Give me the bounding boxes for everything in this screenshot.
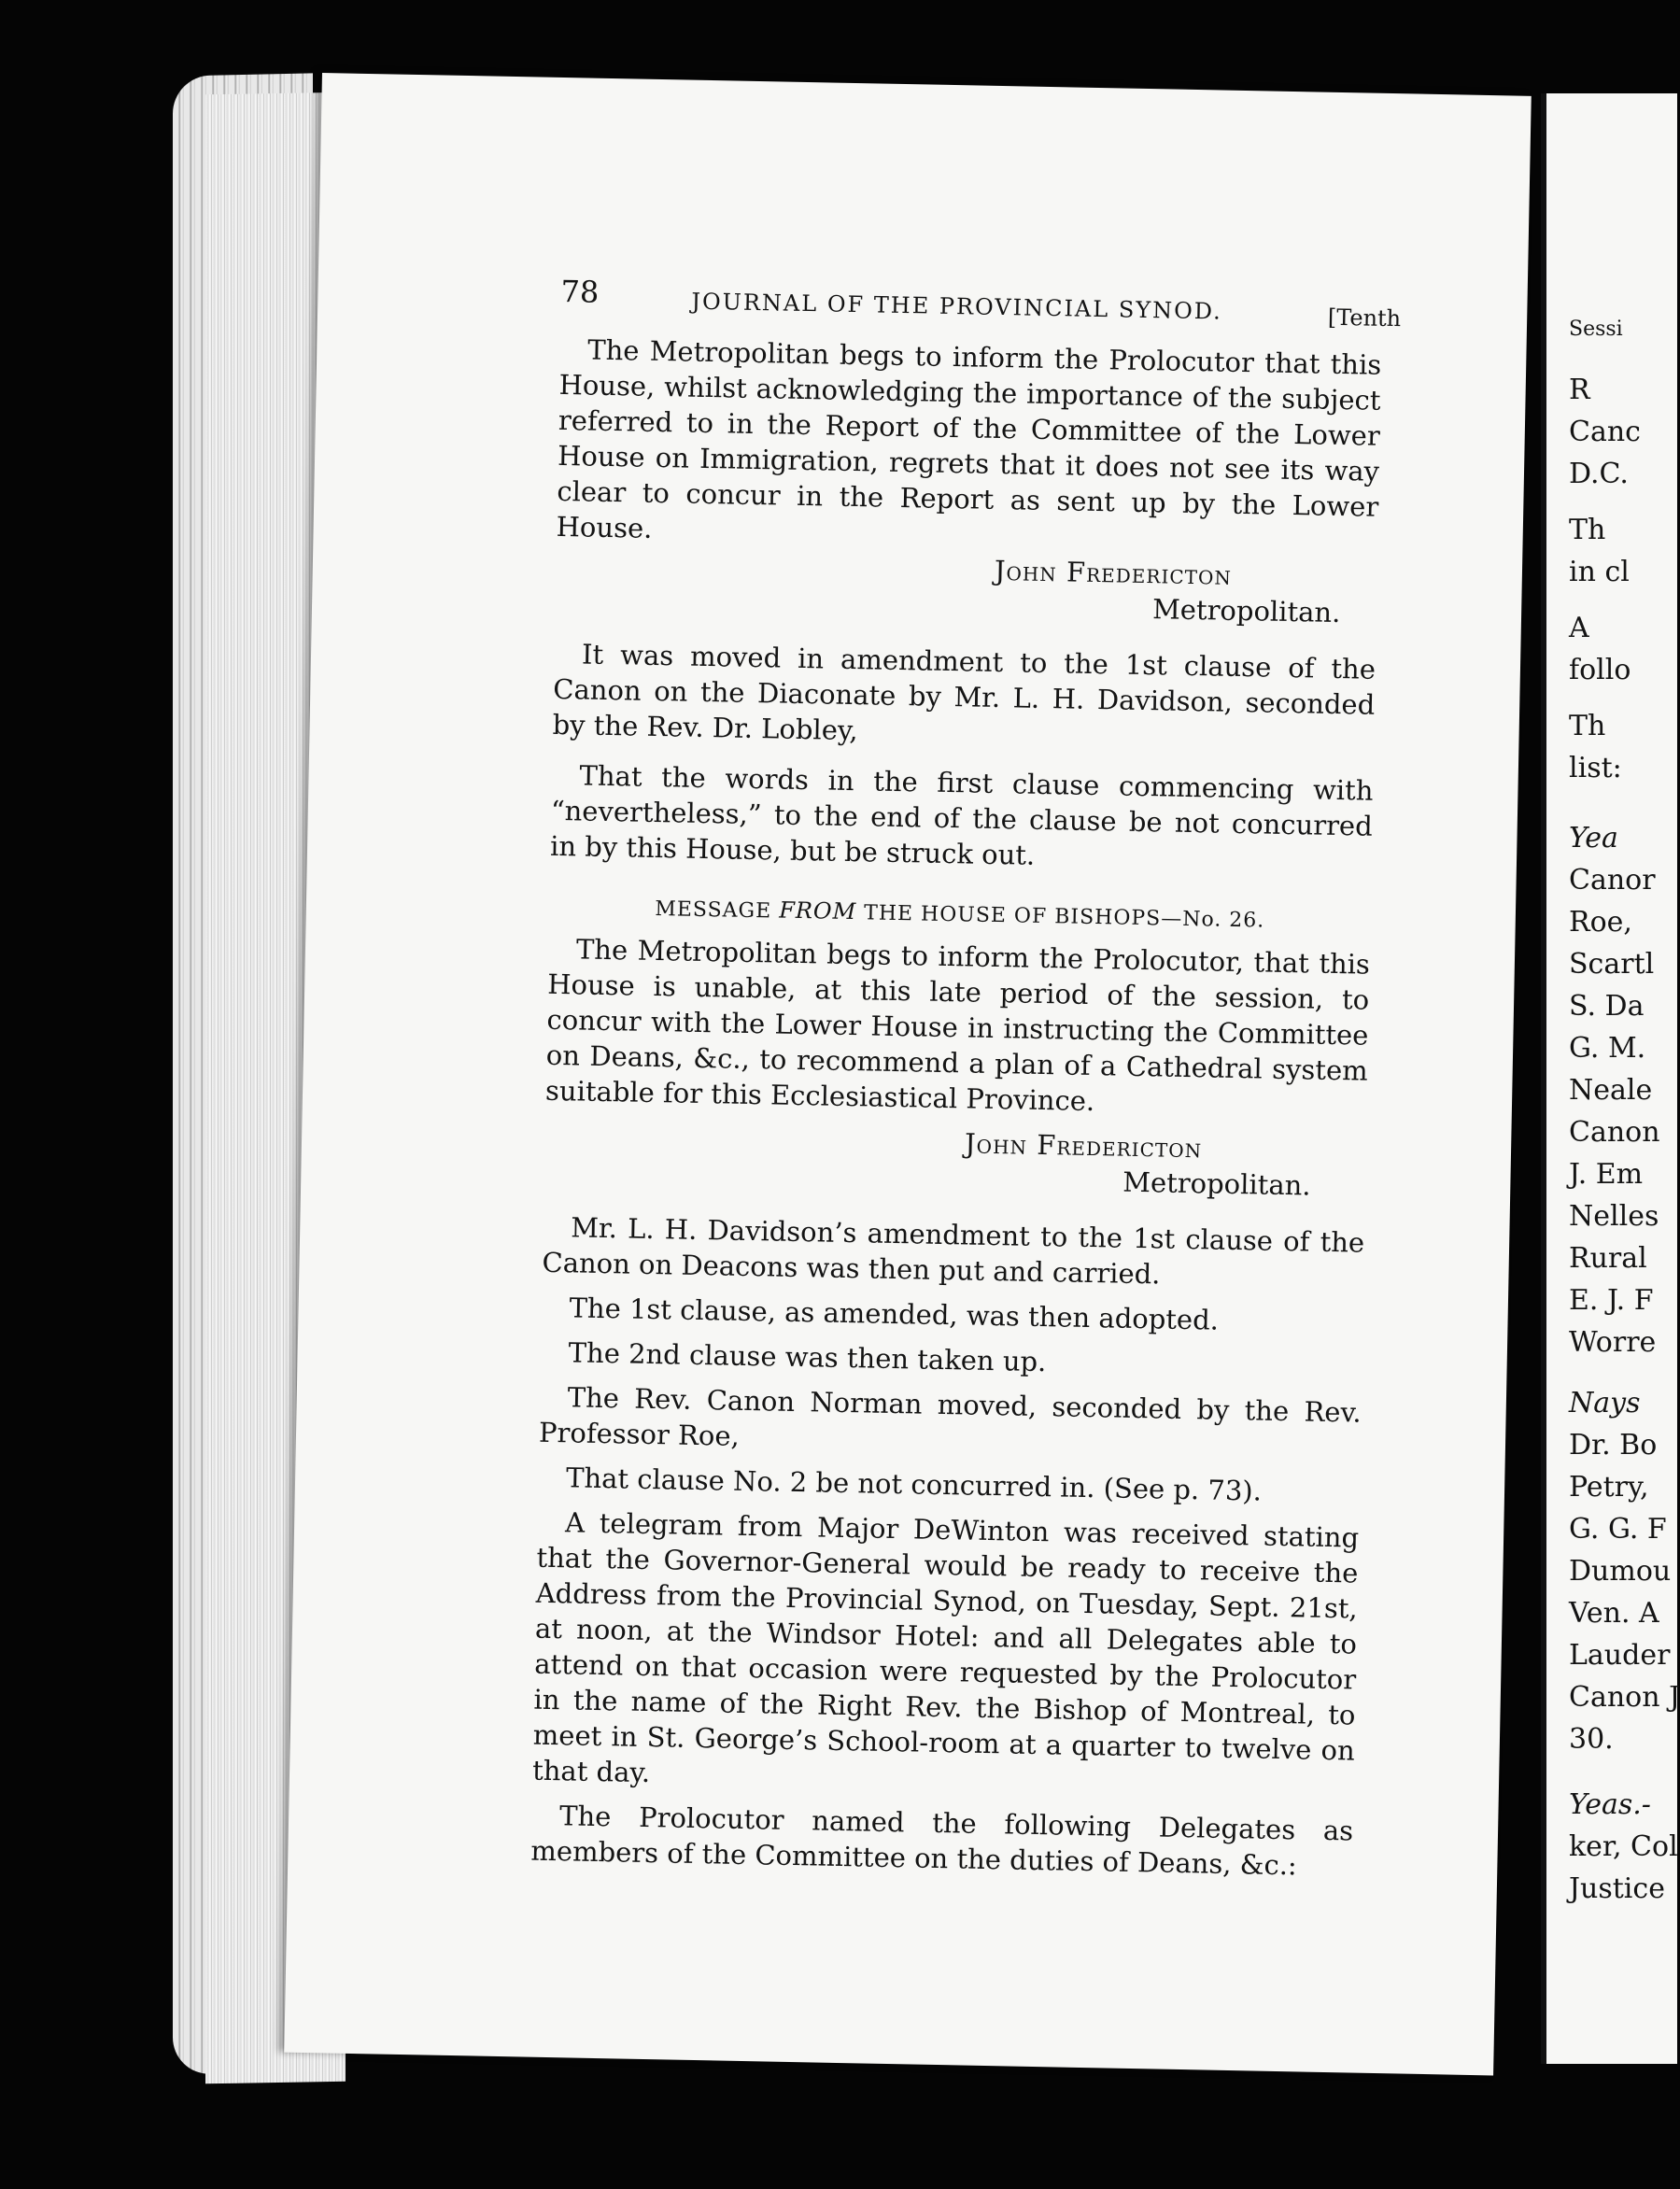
- paragraph-davidson-carried: Mr. L. H. Davidson’s amendment to the 1st clause of the Canon on Deacons was then put and carried.: [542, 1211, 1365, 1291]
- right-line: Canon J: [1569, 1681, 1680, 1714]
- paragraph-telegram: A telegram from Major DeWinton was received stating that the Governor-General would be ready to receive the Address from the Provincial Synod, on Tuesday, Sept. 21st, at noon, at the Windsor Hotel: and all Delegates able to attend on that occasion were requested by the Prolocutor in the name of the Right Rev. the Bishop of Montreal, to meet in St. George’s School-room at a quarter to twelve on that day.: [531, 1506, 1360, 1789]
- right-line: A: [1569, 612, 1589, 644]
- right-line: Dumou: [1569, 1555, 1672, 1588]
- right-line: Canor: [1569, 864, 1656, 897]
- right-line: Nelles: [1569, 1200, 1659, 1233]
- right-line: follo: [1569, 654, 1631, 686]
- right-line: 30.: [1569, 1723, 1614, 1756]
- paragraph-metropolitan-message: The Metropolitan begs to inform the Prolocutor that this House, whilst acknowledging the importance of the subject referred to in the Report of the Committee of the Lower House on Immigration, regrets that it does not see its way clear to concur in the Report as sent up by the Lower House.: [556, 333, 1382, 544]
- right-line: E. J. F: [1569, 1284, 1654, 1317]
- paragraph-amendment-moved: It was moved in amendment to the 1st clause of the Canon on the Diaconate by Mr. L. H. Davidson, seconded by the Rev. Dr. Lobley,: [552, 638, 1376, 747]
- right-line: R: [1569, 374, 1590, 406]
- right-line: Nays: [1569, 1387, 1641, 1419]
- running-head: JOURNAL OF THE PROVINCIAL SYNOD.: [691, 288, 1223, 325]
- signature-title: Metropolitan.: [1151, 593, 1341, 629]
- right-line: Lauder: [1569, 1639, 1671, 1672]
- right-line: Roe,: [1569, 906, 1632, 939]
- heading-part-c: THE HOUSE OF BISHOPS—No. 26.: [863, 901, 1265, 933]
- right-line: Th: [1569, 514, 1606, 546]
- right-line: Neale: [1569, 1074, 1653, 1107]
- signature-title-2: Metropolitan.: [1122, 1165, 1311, 1202]
- book-page-right: [1541, 93, 1680, 2064]
- page-number: 78: [560, 273, 600, 310]
- right-line: Yea: [1569, 822, 1618, 854]
- right-line: list:: [1569, 752, 1622, 784]
- right-line: Dr. Bo: [1569, 1429, 1658, 1462]
- right-line: G. G. F: [1569, 1513, 1667, 1546]
- right-line: Rural: [1569, 1242, 1647, 1275]
- paragraph-prolocutor-named: The Prolocutor named the following Delegates as members of the Committee on the duties of Deans, &c.:: [530, 1800, 1354, 1882]
- paragraph-norman-moved: The Rev. Canon Norman moved, seconded by the Rev. Professor Roe,: [538, 1381, 1362, 1452]
- right-line: Th: [1569, 710, 1606, 742]
- right-line: Worre: [1569, 1326, 1657, 1359]
- running-head-right: [Tenth: [1327, 304, 1402, 332]
- book-page-left: [284, 73, 1531, 2075]
- signature-name-2: John Fredericton: [964, 1127, 1203, 1165]
- paragraph-bishops-message: The Metropolitan begs to inform the Prolocutor, that this House is unable, at this late period of the session, to concur with the Lower House in instructing the Committee on Deans, &c., to recommend a plan of a Cathedral system suitable for this Ecclesiastical Province.: [544, 933, 1371, 1118]
- right-line: ker, Col: [1569, 1830, 1678, 1863]
- paragraph-clause-adopted: The 1st clause, as amended, was then adopted.: [569, 1292, 1220, 1336]
- signature-name: John Fredericton: [994, 554, 1233, 591]
- paragraph-not-concurred: That clause No. 2 be not concurred in. (See p. 73).: [565, 1462, 1263, 1507]
- heading-part-b: FROM: [778, 897, 857, 925]
- paragraph-amendment-text: That the words in the first clause commencing with “nevertheless,” to the end of the clause be not concurred in by this House, but be struck out.: [549, 759, 1374, 871]
- paragraph-clause-taken-up: The 2nd clause was then taken up.: [568, 1336, 1047, 1378]
- right-line: Canc: [1569, 416, 1641, 448]
- right-line: D.C.: [1569, 458, 1629, 490]
- right-line: Justice: [1569, 1872, 1665, 1905]
- page-text: [530, 273, 1402, 1885]
- right-line: Sessi: [1569, 318, 1623, 341]
- right-line: G. M.: [1569, 1032, 1646, 1065]
- right-line: S. Da: [1569, 990, 1645, 1023]
- right-line: J. Em: [1569, 1158, 1644, 1191]
- right-line: Ven. A: [1569, 1597, 1659, 1630]
- right-line: Petry,: [1569, 1471, 1649, 1504]
- right-line: in cl: [1569, 556, 1630, 588]
- heading-part-a: MESSAGE: [655, 897, 772, 924]
- right-line: Yeas.-: [1569, 1788, 1651, 1821]
- right-line: Canon: [1569, 1116, 1660, 1149]
- right-line: Scartl: [1569, 948, 1655, 981]
